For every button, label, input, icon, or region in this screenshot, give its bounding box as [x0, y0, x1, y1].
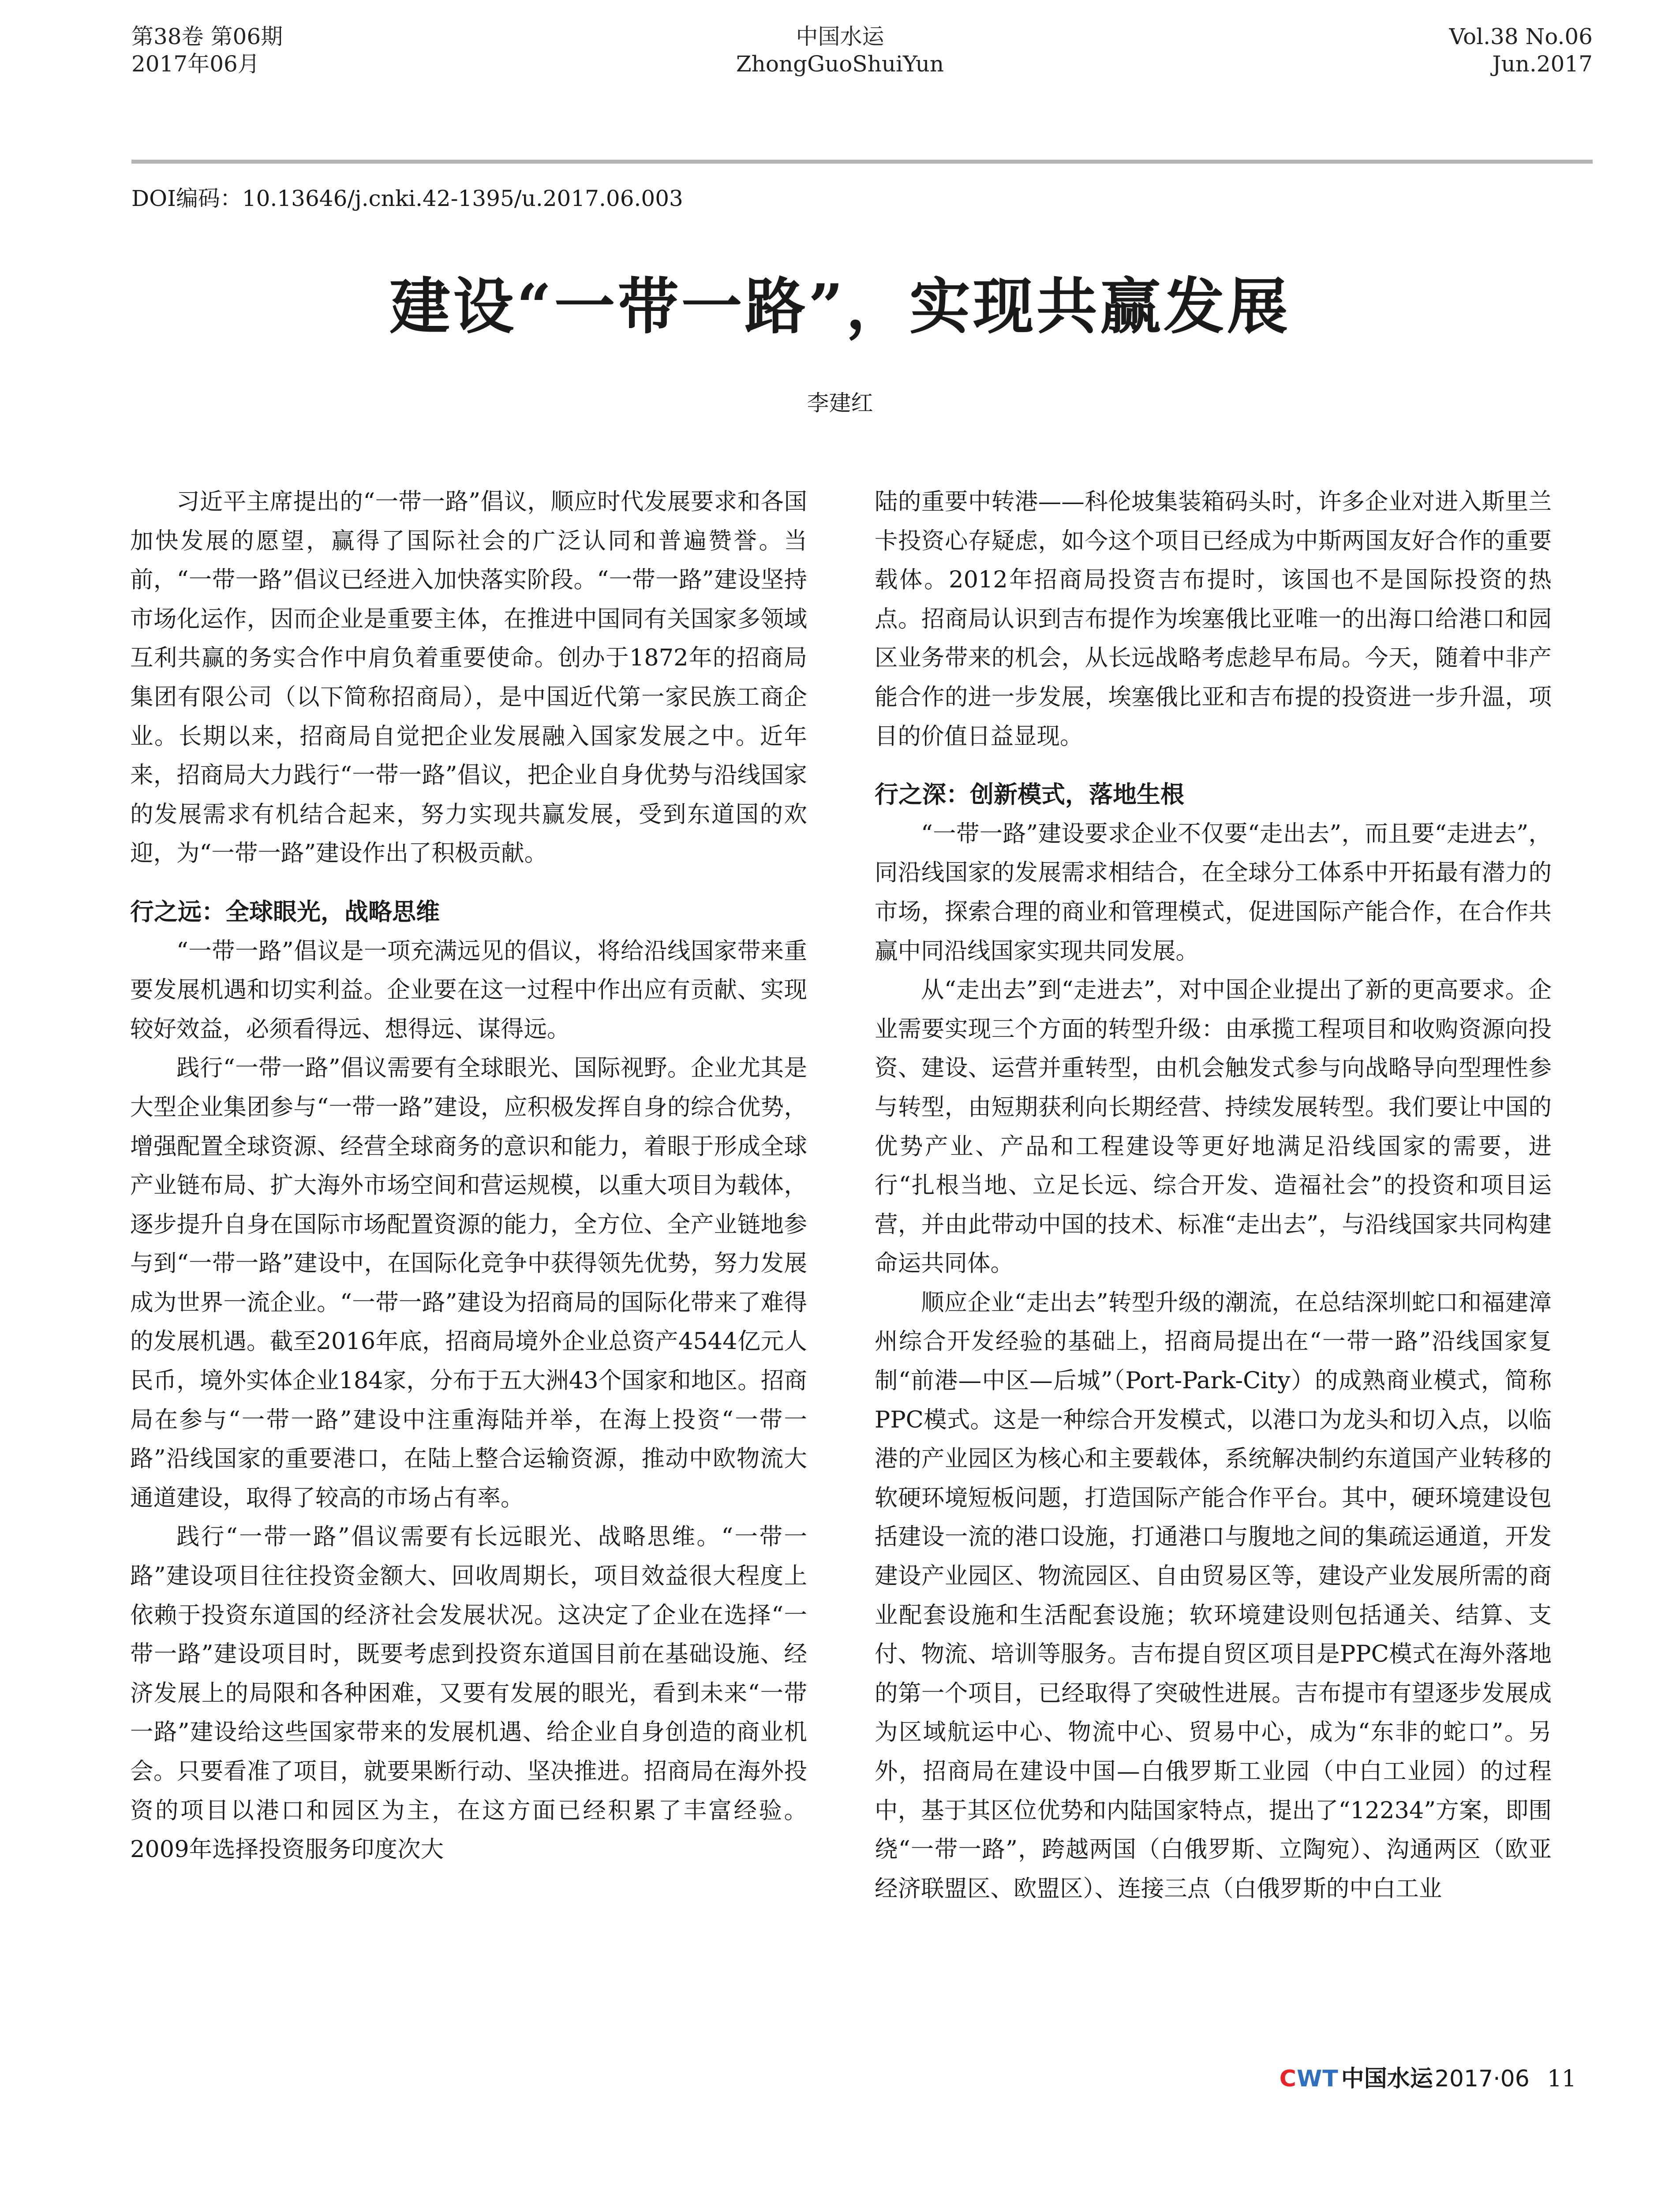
volume-issue-en: Vol.38 No.06: [1449, 24, 1593, 49]
body-paragraph: 顺应企业“走出去”转型升级的潮流，在总结深圳蛇口和福建漳州综合开发经验的基础上，招商局提出在“一带一路”沿线国家复制“前港—中区—后城”（Port-Park-City）的成熟商业模式，简称PPC模式。这是一种综合开发模式，以港口为龙头和切入点，以临港的产业园区为核心和主要载体，系统解决制约东道国产业转移的软硬环境短板问题，打造国际产能合作平台。其中，硬环境建设包括建设一流的港口设施，打通港口与腹地之间的集疏运通道，开发建设产业园区、物流园区、自由贸易区等，建设产业发展所需的商业配套设施和生活配套设施；软环境建设则包括通关、结算、支付、物流、培训等服务。吉布提自贸区项目是PPC模式在海外落地的第一个项目，已经取得了突破性进展。吉布提市有望逐步发展成为区域航运中心、物流中心、贸易中心，成为“东非的蛇口”。另外，招商局在建设中国—白俄罗斯工业园（中白工业园）的过程中，基于其区位优势和内陆国家特点，提出了“12234”方案，即围绕“一带一路”，跨越两国（白俄罗斯、立陶宛）、沟通两区（欧亚经济联盟区、欧盟区）、连接三点（白俄罗斯的中白工业: [875, 1289, 1552, 1902]
footer-journal-name: 中国水运: [1341, 2065, 1433, 2092]
left-column: [130, 482, 807, 1869]
intro-paragraph: 习近平主席提出的“一带一路”倡议，顺应时代发展要求和各国加快发展的愿望，赢得了国际社会的广泛认同和普遍赞誉。当前，“一带一路”倡议已经进入加快落实阶段。“一带一路”建设坚持市场化运作，因而企业是重要主体，在推进中国同有关国家多领域互利共赢的务实合作中肩负着重要使命。创办于1872年的招商局集团有限公司（以下简称招商局），是中国近代第一家民族工商企业。长期以来，招商局自觉把企业发展融入国家发展之中。近年来，招商局大力践行“一带一路”倡议，把企业自身优势与沿线国家的发展需求有机结合起来，努力实现共赢发展，受到东道国的欢迎，为“一带一路”建设作出了积极贡献。: [130, 488, 807, 867]
volume-issue: 第38卷 第06期: [131, 24, 283, 49]
publication-date-en: Jun.2017: [1492, 51, 1593, 77]
journal-name-pinyin: ZhongGuoShuiYun: [736, 51, 944, 77]
page-number: 11: [1547, 2066, 1576, 2092]
body-paragraph: “一带一路”建设要求企业不仅要“走出去”，而且要“走进去”，同沿线国家的发展需求相结合，在全球分工体系中开拓最有潜力的市场，探索合理的商业和管理模式，促进国际产能合作，在合作共赢中同沿线国家实现共同发展。: [875, 820, 1552, 964]
footer-date: 2017·06: [1434, 2066, 1530, 2092]
body-paragraph: 从“走出去”到“走进去”，对中国企业提出了新的更高要求。企业需要实现三个方面的转型升级：由承揽工程项目和收购资源向投资、建设、运营并重转型，由机会触发式参与向战略导向型理性参与转型，由短期获利向长期经营、持续发展转型。我们要让中国的优势产业、产品和工程建设等更好地满足沿线国家的需要，进行“扎根当地、立足长远、综合开发、造福社会”的投资和项目运营，并由此带动中国的技术、标准“走出去”，与沿线国家共同构建命运共同体。: [875, 976, 1552, 1277]
section-heading: 行之深：创新模式，落地生根: [875, 781, 1184, 809]
cwt-logo: CWT: [1279, 2066, 1339, 2092]
header-center: [0, 23, 1680, 78]
right-column: [875, 482, 1552, 1908]
body-paragraph: 践行“一带一路”倡议需要有全球眼光、国际视野。企业尤其是大型企业集团参与“一带一路”建设，应积极发挥自身的综合优势，增强配置全球资源、经营全球商务的意识和能力，着眼于形成全球产业链布局、扩大海外市场空间和营运规模，以重大项目为载体，逐步提升自身在国际市场配置资源的能力，全方位、全产业链地参与到“一带一路”建设中，在国际化竞争中获得领先优势，努力发展成为世界一流企业。“一带一路”建设为招商局的国际化带来了难得的发展机遇。截至2016年底，招商局境外企业总资产4544亿元人民币，境外实体企业184家，分布于五大洲43个国家和地区。招商局在参与“一带一路”建设中注重海陆并举，在海上投资“一带一路”沿线国家的重要港口，在陆上整合运输资源，推动中欧物流大通道建设，取得了较高的市场占有率。: [130, 1054, 807, 1511]
header-rule: [131, 160, 1593, 164]
header-right: [1449, 23, 1593, 78]
doi: DOI编码：10.13646/j.cnki.42-1395/u.2017.06.003: [131, 186, 683, 211]
page-footer: [1280, 2065, 1576, 2093]
body-paragraph: “一带一路”倡议是一项充满远见的倡议，将给沿线国家带来重要发展机遇和切实利益。企业要在这一过程中作出应有贡献、实现较好效益，必须看得远、想得远、谋得远。: [130, 937, 807, 1043]
author: 李建红: [807, 390, 873, 416]
section-heading: 行之远：全球眼光，战略思维: [130, 897, 440, 926]
article-title: 建设“一带一路”，实现共赢发展: [389, 270, 1291, 342]
journal-name: 中国水运: [796, 24, 884, 49]
publication-date: 2017年06月: [131, 51, 260, 77]
continued-paragraph: 陆的重要中转港——科伦坡集装箱码头时，许多企业对进入斯里兰卡投资心存疑虑，如今这个项目已经成为中斯两国友好合作的重要载体。2012年招商局投资吉布提时，该国也不是国际投资的热点。招商局认识到吉布提作为埃塞俄比亚唯一的出海口给港口和园区业务带来的机会，从长远战略考虑趁早布局。今天，随着中非产能合作的进一步发展，埃塞俄比亚和吉布提的投资进一步升温，项目的价值日益显现。: [875, 488, 1552, 750]
body-paragraph: 践行“一带一路”倡议需要有长远眼光、战略思维。“一带一路”建设项目往往投资金额大、回收周期长，项目效益很大程度上依赖于投资东道国的经济社会发展状况。这决定了企业在选择“一带一路”建设项目时，既要考虑到投资东道国目前在基础设施、经济发展上的局限和各种困难，又要有发展的眼光，看到未来“一带一路”建设给这些国家带来的发展机遇、给企业自身创造的商业机会。只要看准了项目，就要果断行动、坚决推进。招商局在海外投资的项目以港口和园区为主，在这方面已经积累了丰富经验。2009年选择投资服务印度次大: [130, 1523, 807, 1863]
